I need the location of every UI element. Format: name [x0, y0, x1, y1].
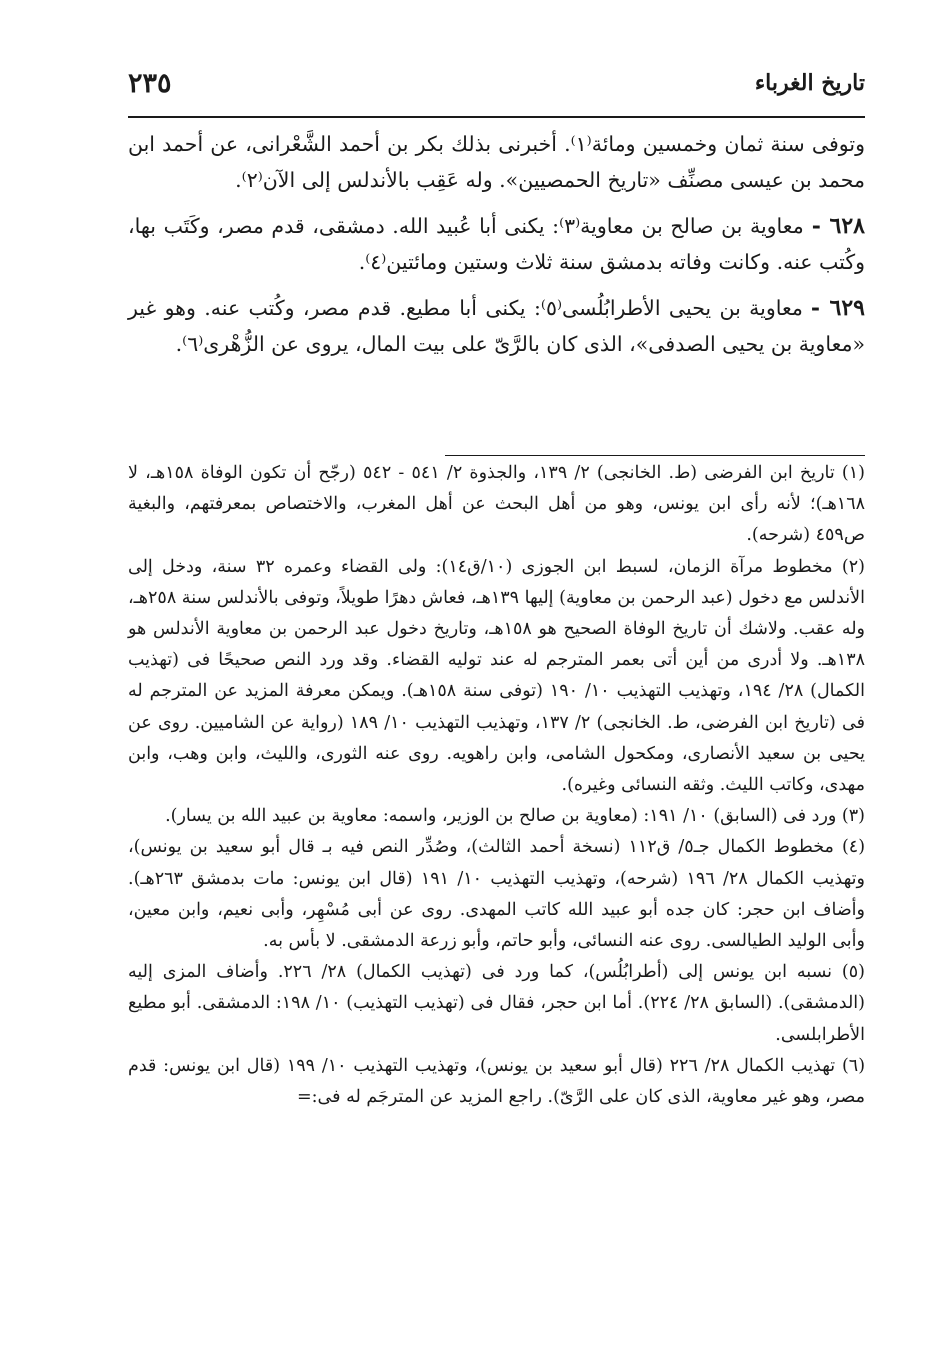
footnote-4: (٤) مخطوط الكمال جـ٥/ ق١١٢ (نسخة أحمد الثالث)، وصُدِّر النص فيه بـ قال أبو سعيد بن يونس)، وتهذيب الكمال ٢٨/ ١٩٦ (شرحه)، وتهذيب التهذيب ١٠/ ١٩١ (قال ابن يونس: مات بدمشق ٢٦٣هـ). وأضاف ابن حجر: كان جده أبو عبيد الله كاتب المهدى. روى عن أبى مُسْهِر، وأبى نعيم، وابن معين، وأبى الوليد الطيالسى. روى عنه النسائى، وأبو حاتم، وأبو زرعة الدمشقى. لا بأس به. — [128, 837, 866, 952]
header-divider — [128, 116, 865, 118]
entry-number: ٦٢٩ - — [810, 295, 865, 321]
entry-628 — [128, 208, 865, 280]
main-text — [128, 126, 865, 372]
footnote-2: (٢) مخطوط مرآة الزمان، لسبط ابن الجوزى (١٠/ق١٤): ولى القضاء وعمره ٣٢ سنة، ودخل إلى الأندلس مع دخول (عبد الرحمن بن معاوية) إليها ١٣٩هـ، فعاش دهرًا طويلاً، وتوفى بالأندلس سنة ٢٥٨هـ، وله عقب. ولاشك أن تاريخ الوفاة الصحيح هو ١٥٨هـ، وتاريخ دخول عبد الرحمن بن معاوية الأندلس هو ١٣٨هـ. ولا أدرى من أين أتى بعمر المترجم له عند توليه القضاء. وقد ورد النص صحيحًا فى (تهذيب الكمال) ٢٨/ ١٩٤، وتهذيب التهذيب ١٠/ ١٩٠ (توفى سنة ١٥٨هـ). ويمكن معرفة المزيد عن المترجم له فى (تاريخ ابن الفرضى، ط. الخانجى) ٢/ ١٣٧، وتهذيب التهذيب ١٠/ ١٨٩ (رواية عن الشاميين. روى عن يحيى بن سعيد الأنصارى، ومكحول الشامى، وابن راهويه. روى عنه الثورى، والليث، وابن وهب، وابن مهدى، وكاتب الليث. وثقه النسائى وغيره). — [128, 556, 866, 796]
entry-number: ٦٢٨ - — [811, 213, 865, 239]
footnote-3: (٣) ورد فى (السابق) ١٠/ ١٩١: (معاوية بن صالح بن الوزير، واسمه: معاوية بن عبيد الله بن يسار). — [165, 806, 865, 827]
entry-text: معاوية بن صالح بن معاوية⁽٣⁾: يكنى أبا عُبيد الله. دمشقى، قدم مصر، وكَتَب بها، وكُتب عنه. وكانت وفاته بدمشق سنة ثلاث وستين ومائتين⁽٤⁾. — [128, 214, 865, 274]
footnotes — [128, 458, 865, 1113]
entry-text: معاوية بن يحيى الأطرابُلُسى⁽٥⁾: يكنى أبا مطيع. قدم مصر، وكُتب عنه. وهو غير «معاوية بن يحيى الصدفى»، الذى كان بالرَّىّ على بيت المال، يروى عن الزُّهْرى⁽٦⁾. — [128, 296, 865, 356]
paragraph-continuation: وتوفى سنة ثمان وخمسين ومائة⁽١⁾. أخبرنى بذلك بكر بن أحمد الشَّعْرانى، عن أحمد ابن محمد بن عيسى مصنِّف «تاريخ الحمصيين». وله عَقِب بالأندلس إلى الآن⁽٢⁾. — [128, 132, 865, 192]
entry-629 — [128, 290, 865, 362]
footnote-5: (٥) نسبه ابن يونس إلى (أطرابُلُس)، كما ورد فى (تهذيب الكمال) ٢٨/ ٢٢٦. وأضاف المزى إليه (الدمشقى). (السابق ٢٨/ ٢٢٤). أما ابن حجر، فقال فى (تهذيب التهذيب) ١٠/ ١٩٨: الدمشقى. أبو مطيع الأطرابلسى. — [128, 962, 865, 1045]
running-title: تاريخ الغرباء — [754, 70, 865, 96]
page-number: ٢٣٥ — [128, 68, 172, 99]
footnote-divider — [445, 455, 865, 456]
footnote-6: (٦) تهذيب الكمال ٢٨/ ٢٢٦ (قال أبو سعيد بن يونس)، وتهذيب التهذيب ١٠/ ١٩٩ (قال ابن يونس: قدم مصر، وهو غير معاوية، الذى كان على الرَّىّ). راجع المزيد عن المترجَم له فى:= — [128, 1055, 866, 1108]
footnote-1: (١) تاريخ ابن الفرضى (ط. الخانجى) ٢/ ١٣٩، والجذوة ٢/ ٥٤١ - ٥٤٢ (رجّح أن تكون الوفاة ١٥٨هـ، لا ١٦٨هـ)؛ لأنه رأى ابن يونس، وهو من أهل البحث عن أهل المغرب، والاختصاص بمعرفتهم، والبغية ص٤٥٩ (شرحه). — [128, 463, 865, 546]
page-header — [128, 70, 865, 108]
